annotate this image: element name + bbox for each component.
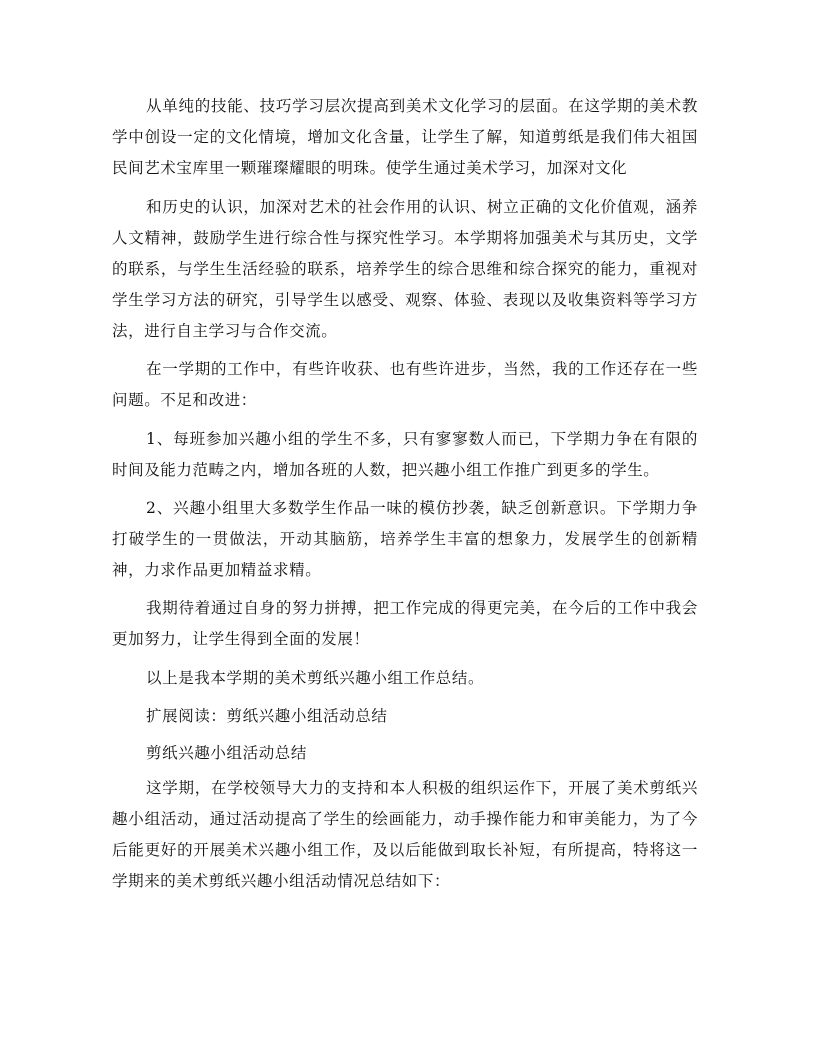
paragraph-expectation: 我期待着通过自身的努力拼搏，把工作完成的得更完美，在今后的工作中我会更加努力，让学生得到全面的发展！ (112, 599, 698, 648)
paragraph-item-2: 2、兴趣小组里大多数学生作品一味的模仿抄袭，缺乏创新意识。下学期力争打破学生的一贯做法，开动其脑筋，培养学生丰富的想象力，发展学生的创新精神，力求作品更加精益求精。 (112, 499, 698, 579)
paragraph-activity-intro: 这学期，在学校领导大力的支持和本人积极的组织运作下，开展了美术剪纸兴趣小组活动，通过活动提高了学生的绘画能力，动手操作能力和审美能力，为了今后能更好的开展美术兴趣小组工作，及以后能做到取长补短，有所提高，特将这一学期来的美术剪纸兴趣小组活动情况总结如下： (112, 779, 698, 890)
section-title: 剪纸兴趣小组活动总结 (146, 744, 308, 762)
paragraph-history-art: 和历史的认识，加深对艺术的社会作用的认识、树立正确的文化价值观，涵养人文精神，鼓励学生进行综合性与探究性学习。本学期将加强美术与其历史，文学的联系，与学生生活经验的联系，培养学生的综合思维和综合探究的能力，重视对学生学习方法的研究，引导学生以感受、观察、体验、表现以及收集资料等学习方法，进行自主学习与合作交流。 (112, 198, 698, 340)
paragraph-summary-line: 以上是我本学期的美术剪纸兴趣小组工作总结。 (146, 669, 485, 687)
paragraph-art-culture: 从单纯的技能、技巧学习层次提高到美术文化学习的层面。在这学期的美术教学中创设一定的文化情境，增加文化含量，让学生了解，知道剪纸是我们伟大祖国民间艺术宝库里一颗璀璨耀眼的明珠。使学生通过美术学习，加深对文化 (112, 97, 698, 177)
extended-reading-heading: 扩展阅读：剪纸兴趣小组活动总结 (146, 707, 388, 725)
paragraph-semester-work: 在一学期的工作中，有些许收获、也有些许进步，当然，我的工作还存在一些问题。不足和改进： (112, 360, 698, 409)
paragraph-item-1: 1、每班参加兴趣小组的学生不多，只有寥寥数人而已，下学期力争在有限的时间及能力范畴之内，增加各班的人数，把兴趣小组工作推广到更多的学生。 (112, 430, 698, 479)
